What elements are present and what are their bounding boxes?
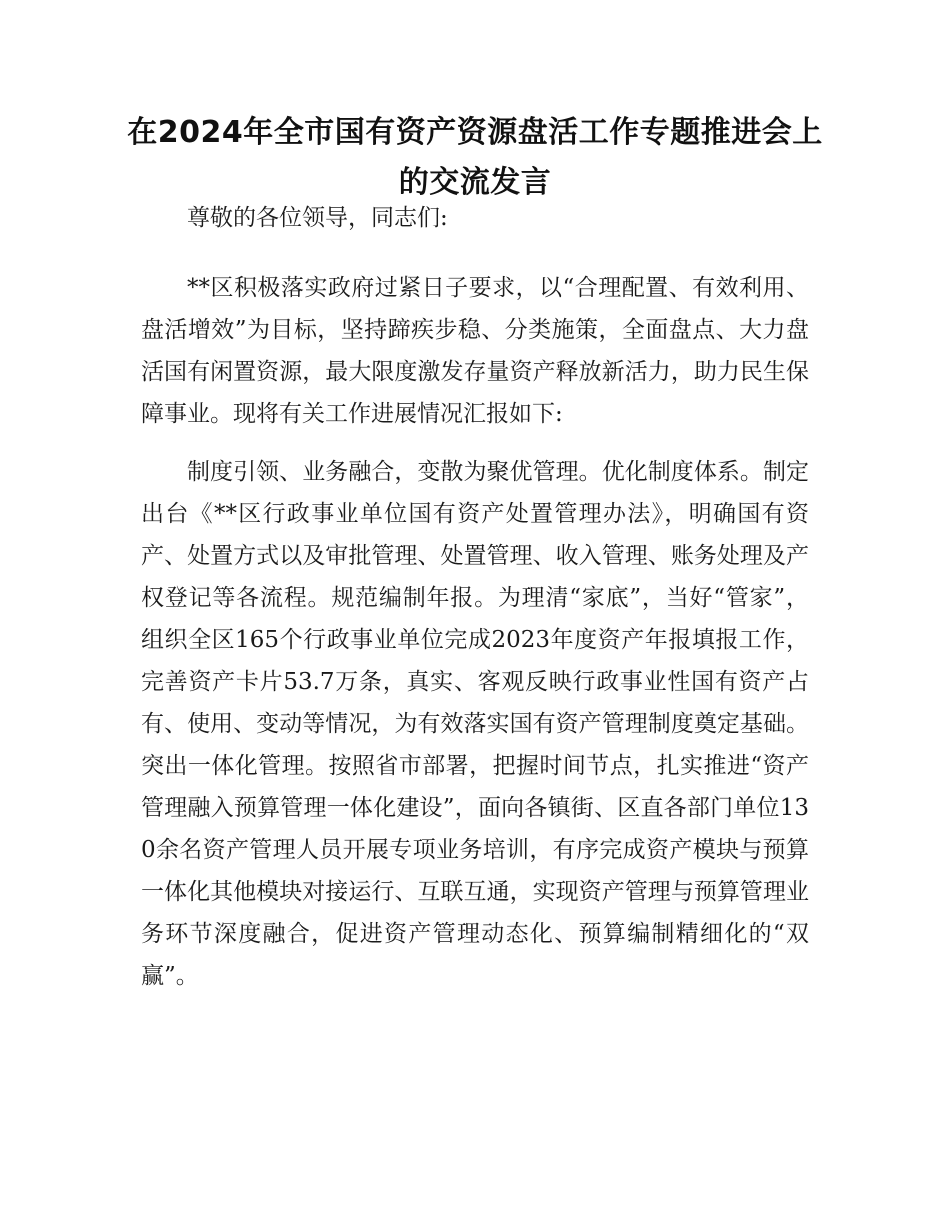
document-title: 在2024年全市国有资产资源盘活工作专题推进会上的交流发言 xyxy=(127,115,823,200)
salutation: 尊敬的各位领导，同志们: xyxy=(187,205,448,231)
paragraph-intro: **区积极落实政府过紧日子要求，以“合理配置、有效利用、盘活增效”为目标，坚持蹄疾步稳、分类施策，全面盘点、大力盘活国有闲置资源，最大限度激发存量资产释放新活力，助力民生保障事业。现将有关工作进展情况汇报如下: xyxy=(141,275,809,427)
paragraph-institutional-guidance: 制度引领、业务融合，变散为聚优管理。优化制度体系。制定出台《**区行政事业单位国有资产处置管理办法》，明确国有资产、处置方式以及审批管理、处置管理、收入管理、账务处理及产权登记等各流程。规范编制年报。为理清“家底”，当好“管家”，组织全区165个行政事业单位完成2023年度资产年报填报工作，完善资产卡片53.7万条，真实、客观反映行政事业性国有资产占有、使用、变动等情况，为有效落实国有资产管理制度奠定基础。突出一体化管理。按照省市部署，把握时间节点，扎实推进“资产管理融入预算管理一体化建设”，面向各镇街、区直各部门单位130余名资产管理人员开展专项业务培训，有序完成资产模块与预算一体化其他模块对接运行、互联互通，实现资产管理与预算管理业务环节深度融合，促进资产管理动态化、预算编制精细化的“双赢”。 xyxy=(141,459,809,989)
